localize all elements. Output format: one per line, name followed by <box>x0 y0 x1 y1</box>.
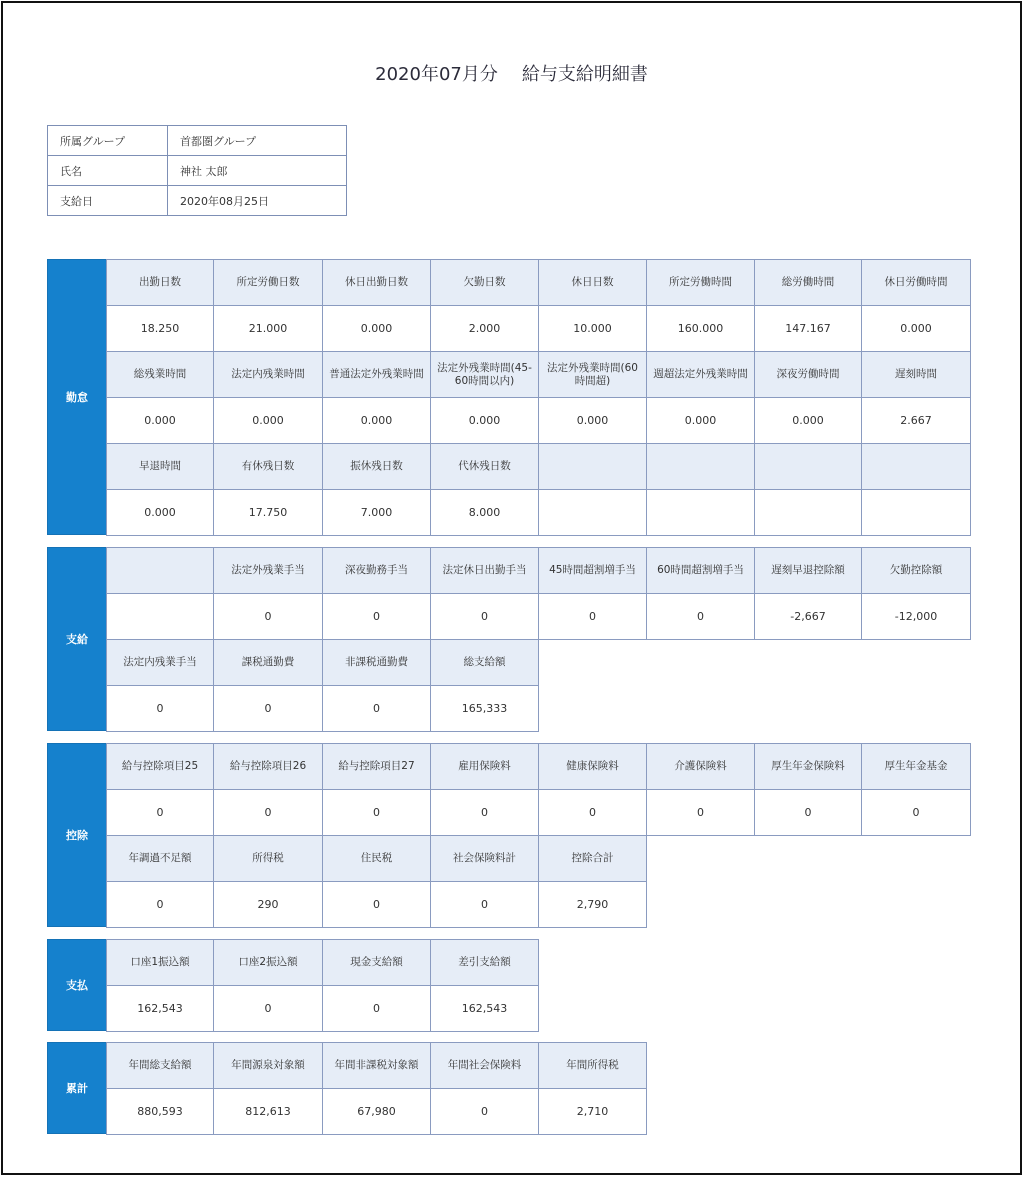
cell-header: 週超法定外残業時間 <box>646 351 755 398</box>
cell-blank <box>754 939 862 986</box>
section-label: 累計 <box>47 1042 107 1134</box>
cell-blank <box>646 985 755 1032</box>
cell-value: 0.000 <box>322 305 431 352</box>
cell-value: 0 <box>538 593 647 640</box>
cell-blank <box>646 639 755 686</box>
cell-value <box>861 489 971 536</box>
cell-header: 深夜勤務手当 <box>322 547 431 594</box>
cell-header: 45時間超割増手当 <box>538 547 647 594</box>
section-grid <box>107 939 971 1031</box>
cell-header: 所定労働日数 <box>213 259 323 306</box>
title-name: 給与支給明細書 <box>521 64 648 85</box>
cell-header: 法定外残業時間(60時間超) <box>538 351 647 398</box>
cell-blank <box>646 1042 755 1089</box>
cell-blank <box>538 685 647 732</box>
cell-value <box>538 489 647 536</box>
cell-header: 口座1振込額 <box>106 939 214 986</box>
cell-value: -12,000 <box>861 593 971 640</box>
payslip-page <box>1 1 1022 1175</box>
cell-header: 深夜労働時間 <box>754 351 862 398</box>
cell-header: 社会保険料計 <box>430 835 539 882</box>
section-label: 控除 <box>47 743 107 927</box>
cell-header: 給与控除項目27 <box>322 743 431 790</box>
cell-header: 健康保険料 <box>538 743 647 790</box>
cell-value <box>646 489 755 536</box>
cell-value: 160.000 <box>646 305 755 352</box>
section-label: 勤怠 <box>47 259 107 535</box>
cell-value: 812,613 <box>213 1088 323 1135</box>
cell-header: 法定内残業手当 <box>106 639 214 686</box>
cell-value: 21.000 <box>213 305 323 352</box>
cell-header: 休日労働時間 <box>861 259 971 306</box>
cell-header <box>106 547 214 594</box>
cell-value: 0.000 <box>106 397 214 444</box>
cell-value: 0 <box>322 685 431 732</box>
cell-header: 現金支給額 <box>322 939 431 986</box>
cell-value: 0 <box>538 789 647 836</box>
cell-value: 880,593 <box>106 1088 214 1135</box>
cell-header: 普通法定外残業時間 <box>322 351 431 398</box>
cell-header: 年間総支給額 <box>106 1042 214 1089</box>
cell-value: 18.250 <box>106 305 214 352</box>
cell-header: 遅刻早退控除額 <box>754 547 862 594</box>
cell-header: 年間所得税 <box>538 1042 647 1089</box>
cell-value: -2,667 <box>754 593 862 640</box>
cell-value: 2.000 <box>430 305 539 352</box>
cell-header: 控除合計 <box>538 835 647 882</box>
cell-value: 0 <box>106 789 214 836</box>
cell-value: 0.000 <box>538 397 647 444</box>
cell-value: 290 <box>213 881 323 928</box>
cell-header: 所得税 <box>213 835 323 882</box>
cell-value: 0 <box>213 789 323 836</box>
cell-header: 法定内残業時間 <box>213 351 323 398</box>
cell-value: 0.000 <box>754 397 862 444</box>
cell-blank <box>646 881 755 928</box>
cell-blank <box>861 881 971 928</box>
info-value: 2020年08月25日 <box>168 186 347 216</box>
cell-blank <box>754 881 862 928</box>
cell-value: 0 <box>106 881 214 928</box>
cell-blank <box>861 1042 971 1089</box>
cell-header: 厚生年金基金 <box>861 743 971 790</box>
info-key: 氏名 <box>48 156 168 186</box>
cell-header: 年間源泉対象額 <box>213 1042 323 1089</box>
cell-value: 0 <box>322 789 431 836</box>
cell-header: 振休残日数 <box>322 443 431 490</box>
cell-header: 年調過不足額 <box>106 835 214 882</box>
cell-header <box>861 443 971 490</box>
cell-header: 法定外残業手当 <box>213 547 323 594</box>
cell-blank <box>754 985 862 1032</box>
cell-value: 0 <box>754 789 862 836</box>
section-grid <box>107 743 971 927</box>
cell-value: 0 <box>322 881 431 928</box>
cell-value: 17.750 <box>213 489 323 536</box>
title-period: 2020年07月分 <box>375 64 498 85</box>
cell-header: 法定外残業時間(45-60時間以内) <box>430 351 539 398</box>
cell-blank <box>861 1088 971 1135</box>
cell-value: 0 <box>430 881 539 928</box>
cell-header: 有休残日数 <box>213 443 323 490</box>
cell-header: 早退時間 <box>106 443 214 490</box>
cell-header <box>646 443 755 490</box>
cell-header: 休日出勤日数 <box>322 259 431 306</box>
cell-value: 2,790 <box>538 881 647 928</box>
cell-header: 給与控除項目25 <box>106 743 214 790</box>
section-label: 支払 <box>47 939 107 1031</box>
info-row-payday <box>48 186 347 216</box>
info-value: 神社 太郎 <box>168 156 347 186</box>
cell-value: 2.667 <box>861 397 971 444</box>
cell-header <box>538 443 647 490</box>
cell-header: 介護保険料 <box>646 743 755 790</box>
info-row-group <box>48 126 347 156</box>
cell-header: 休日日数 <box>538 259 647 306</box>
cell-value: 0.000 <box>106 489 214 536</box>
cell-header: 所定労働時間 <box>646 259 755 306</box>
cell-header: 住民税 <box>322 835 431 882</box>
section-grid <box>107 1042 971 1134</box>
cell-blank <box>754 639 862 686</box>
employee-info-table <box>47 125 347 216</box>
cell-blank <box>861 985 971 1032</box>
cell-value: 7.000 <box>322 489 431 536</box>
cell-value: 0 <box>213 685 323 732</box>
cell-header: 欠勤控除額 <box>861 547 971 594</box>
cell-header: 口座2振込額 <box>213 939 323 986</box>
section-transfer <box>47 939 971 1031</box>
cell-header: 雇用保険料 <box>430 743 539 790</box>
cell-header: 給与控除項目26 <box>213 743 323 790</box>
cell-value: 165,333 <box>430 685 539 732</box>
cell-value: 0 <box>646 593 755 640</box>
cell-header: 総残業時間 <box>106 351 214 398</box>
cell-header: 法定休日出勤手当 <box>430 547 539 594</box>
cell-value: 0 <box>646 789 755 836</box>
cell-blank <box>861 685 971 732</box>
cell-value <box>106 593 214 640</box>
cell-blank <box>754 835 862 882</box>
cell-value: 0 <box>213 985 323 1032</box>
cell-value: 0.000 <box>646 397 755 444</box>
section-label: 支給 <box>47 547 107 731</box>
page-title <box>3 60 1020 86</box>
cell-blank <box>754 685 862 732</box>
cell-blank <box>754 1042 862 1089</box>
cell-header: 課税通勤費 <box>213 639 323 686</box>
cell-value: 8.000 <box>430 489 539 536</box>
cell-blank <box>861 835 971 882</box>
info-key: 支給日 <box>48 186 168 216</box>
cell-header: 遅刻時間 <box>861 351 971 398</box>
cell-header: 欠勤日数 <box>430 259 539 306</box>
cell-value: 10.000 <box>538 305 647 352</box>
cell-value: 2,710 <box>538 1088 647 1135</box>
cell-value: 162,543 <box>430 985 539 1032</box>
cell-blank <box>861 639 971 686</box>
cell-header: 年間非課税対象額 <box>322 1042 431 1089</box>
cell-header: 60時間超割増手当 <box>646 547 755 594</box>
section-grid <box>107 259 971 535</box>
cell-blank <box>861 939 971 986</box>
cell-blank <box>538 985 647 1032</box>
cell-blank <box>646 939 755 986</box>
cell-header: 厚生年金保険料 <box>754 743 862 790</box>
cell-header <box>754 443 862 490</box>
cell-value: 0 <box>430 789 539 836</box>
info-row-name <box>48 156 347 186</box>
cell-header: 非課税通勤費 <box>322 639 431 686</box>
cell-value: 0.000 <box>861 305 971 352</box>
cell-value: 0 <box>322 593 431 640</box>
section-grid <box>107 547 971 731</box>
cell-value: 0 <box>430 1088 539 1135</box>
cell-blank <box>646 1088 755 1135</box>
cell-value <box>754 489 862 536</box>
cell-value: 0 <box>106 685 214 732</box>
cell-header: 年間社会保険料 <box>430 1042 539 1089</box>
cell-value: 67,980 <box>322 1088 431 1135</box>
cell-header: 総支給額 <box>430 639 539 686</box>
cell-header: 差引支給額 <box>430 939 539 986</box>
section-payment <box>47 547 971 731</box>
cell-blank <box>646 685 755 732</box>
cell-blank <box>538 639 647 686</box>
section-deduction <box>47 743 971 927</box>
cell-header: 出勤日数 <box>106 259 214 306</box>
cell-value: 0 <box>322 985 431 1032</box>
cell-value: 0.000 <box>430 397 539 444</box>
cell-value: 0 <box>861 789 971 836</box>
info-key: 所属グループ <box>48 126 168 156</box>
cell-blank <box>754 1088 862 1135</box>
cell-value: 0.000 <box>213 397 323 444</box>
cell-blank <box>538 939 647 986</box>
info-value: 首都圏グループ <box>168 126 347 156</box>
cell-blank <box>646 835 755 882</box>
cell-value: 147.167 <box>754 305 862 352</box>
cell-value: 0.000 <box>322 397 431 444</box>
section-attendance <box>47 259 971 535</box>
cell-value: 0 <box>213 593 323 640</box>
cell-header: 代休残日数 <box>430 443 539 490</box>
cell-header: 総労働時間 <box>754 259 862 306</box>
cell-value: 0 <box>430 593 539 640</box>
cell-value: 162,543 <box>106 985 214 1032</box>
section-cumulative <box>47 1042 971 1134</box>
